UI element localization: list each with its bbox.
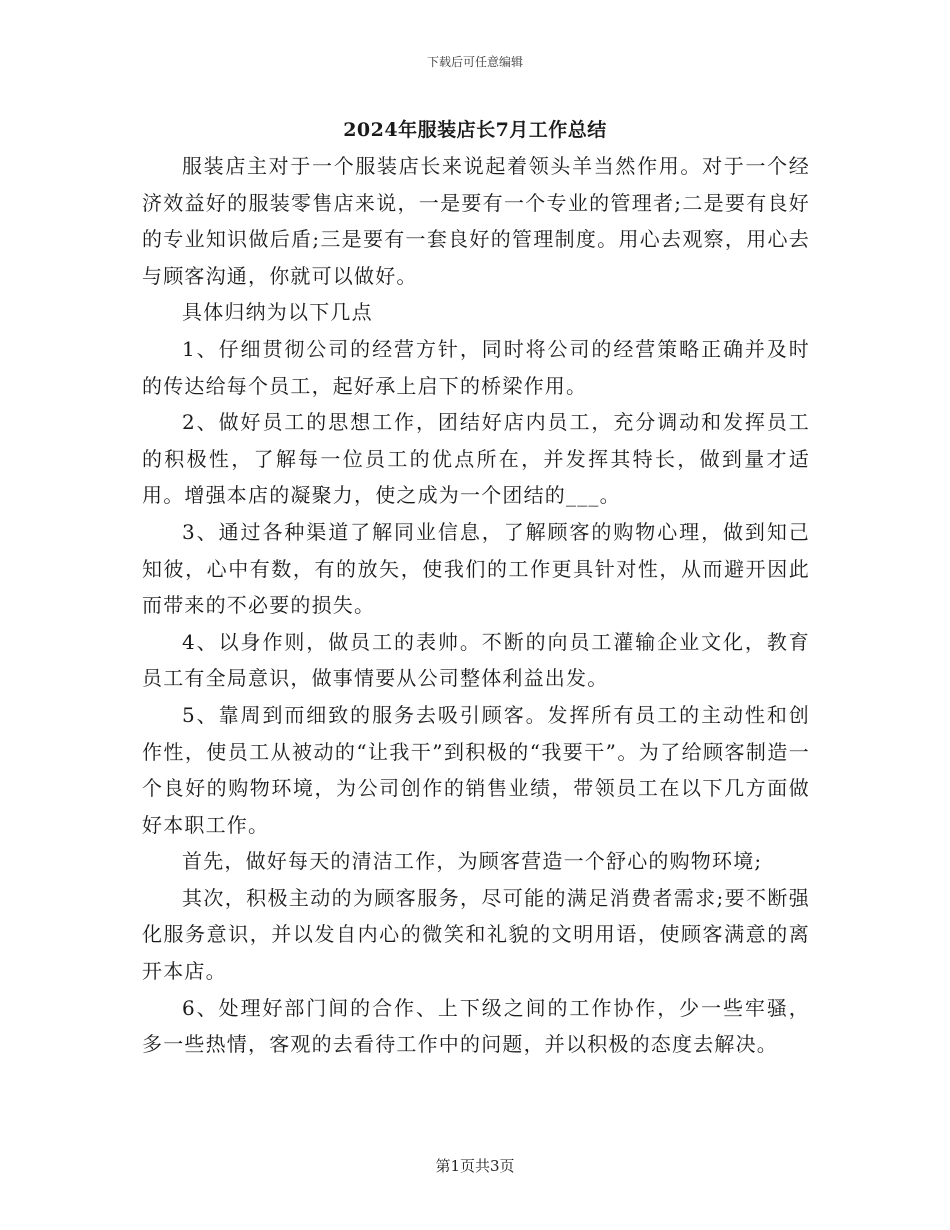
page-footer: 第1页共3页 <box>435 1157 515 1175</box>
paragraph-first: 首先，做好每天的清洁工作，为顾客营造一个舒心的购物环境; <box>182 849 763 874</box>
header-note: 下载后可任意编辑 <box>426 55 523 69</box>
paragraph-summary-lead: 具体归纳为以下几点 <box>182 300 373 325</box>
paragraph-point-2: 2、做好员工的思想工作，团结好店内员工，充分调动和发挥员工的积极性，了解每一位员工的优点所在，并发挥其特长，做到量才适用。增强本店的凝聚力，使之成为一个团结的___。 <box>142 410 810 508</box>
document-title: 2024年服装店长7月工作总结 <box>343 119 607 141</box>
paragraph-intro: 服装店主对于一个服装店长来说起着领头羊当然作用。对于一个经济效益好的服装零售店来说，一是要有一个专业的管理者;二是要有良好的专业知识做后盾;三是要有一套良好的管理制度。用心去观察，用心去与顾客沟通，你就可以做好。 <box>142 154 810 288</box>
paragraph-point-1: 1、仔细贯彻公司的经营方针，同时将公司的经营策略正确并及时的传达给每个员工，起好承上启下的桥梁作用。 <box>142 336 810 398</box>
paragraph-point-3: 3、通过各种渠道了解同业信息，了解顾客的购物心理，做到知己知彼，心中有数，有的放矢，使我们的工作更具针对性，从而避开因此而带来的不必要的损失。 <box>142 519 810 618</box>
paragraph-point-5: 5、靠周到而细致的服务去吸引顾客。发挥所有员工的主动性和创作性，使员工从被动的“让我干”到积极的“我要干”。为了给顾客制造一个良好的购物环境，为公司创作的销售业绩，带领员工在以下几方面做好本职工作。 <box>142 702 810 837</box>
paragraph-point-6: 6、处理好部门间的合作、上下级之间的工作协作，少一些牢骚，多一些热情，客观的去看待工作中的问题，并以积极的态度去解决。 <box>142 995 810 1057</box>
document-body <box>142 148 810 1063</box>
paragraph-second: 其次，积极主动的为顾客服务，尽可能的满足消费者需求;要不断强化服务意识，并以发自内心的微笑和礼貌的文明用语，使顾客满意的离开本店。 <box>142 885 810 984</box>
paragraph-point-4: 4、以身作则，做员工的表帅。不断的向员工灌输企业文化，教育员工有全局意识，做事情要从公司整体利益出发。 <box>142 629 810 691</box>
